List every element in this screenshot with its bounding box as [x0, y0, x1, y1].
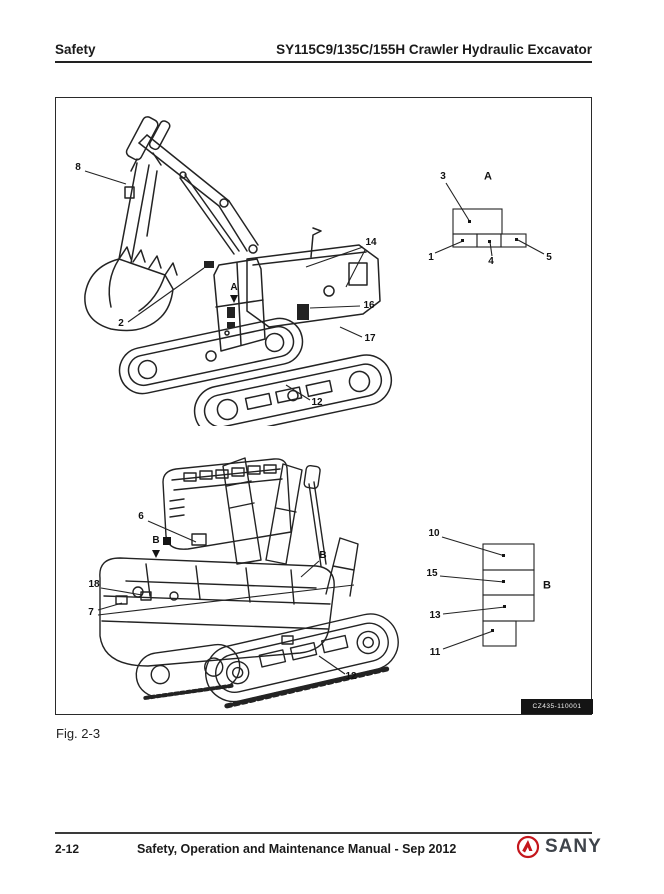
callout-13: 13 — [429, 610, 441, 621]
callout-5: 5 — [546, 252, 552, 263]
excavator-front-drawing — [61, 111, 396, 426]
callout-8: 8 — [75, 162, 81, 173]
drawing-id-text: CZ435-110001 — [532, 703, 582, 710]
header-section-label: Safety — [55, 42, 96, 57]
callout-14: 14 — [365, 237, 377, 248]
callout-6: 6 — [138, 511, 144, 522]
callout-18: 18 — [88, 579, 100, 590]
location-marker-b-left: B — [152, 535, 160, 546]
callout-11: 11 — [429, 647, 441, 658]
callout-12-front: 12 — [311, 397, 323, 408]
sany-emblem-icon — [516, 835, 540, 859]
footer-page-number: 2-12 — [55, 842, 80, 856]
callout-7: 7 — [88, 607, 94, 618]
figure-box — [55, 97, 592, 715]
callout-4: 4 — [488, 256, 494, 267]
callout-2: 2 — [118, 318, 124, 329]
drawing-id-plate — [521, 699, 593, 714]
footer-rule — [55, 832, 592, 834]
callout-1: 1 — [428, 252, 434, 263]
diagram-b-rects — [483, 544, 534, 646]
sany-logo — [516, 835, 602, 859]
callout-15: 15 — [426, 568, 438, 579]
figure-caption: Fig. 2-3 — [56, 726, 101, 741]
location-marker-b-right: B — [319, 550, 327, 561]
location-marker-a: A — [230, 282, 238, 293]
sany-logo-text: SANY — [545, 836, 602, 857]
callout-16: 16 — [363, 300, 375, 311]
header-rule — [55, 61, 592, 63]
callout-17: 17 — [364, 333, 376, 344]
callout-10: 10 — [428, 528, 440, 539]
diagram-a-label: A — [484, 170, 492, 183]
header-doc-title: SY115C9/135C/155H Crawler Hydraulic Excavator — [276, 42, 592, 57]
callout-3: 3 — [440, 171, 446, 182]
diagram-b-label: B — [543, 579, 551, 592]
callout-12-rear: 12 — [345, 671, 357, 682]
diagram-a-rects — [453, 209, 526, 247]
footer-manual-title: Safety, Operation and Maintenance Manual - Sep 2012 — [137, 842, 457, 856]
